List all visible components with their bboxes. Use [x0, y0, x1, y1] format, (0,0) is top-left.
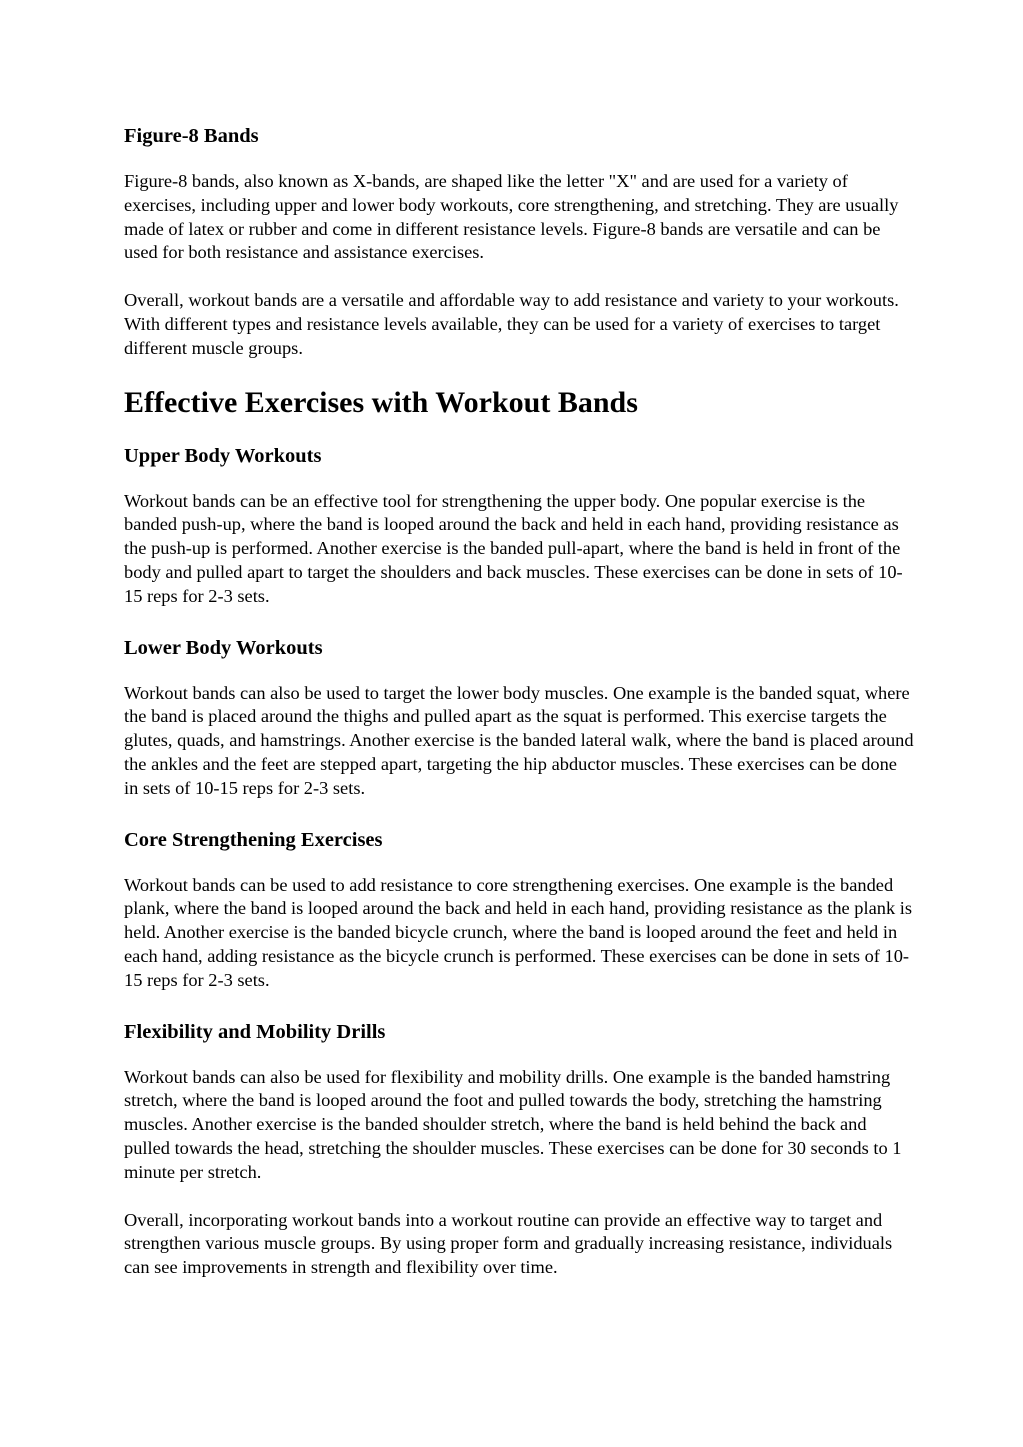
paragraph-bands-overall: Overall, workout bands are a versatile and affordable way to add resistance and variety to your workouts. With different types and resistance levels available, they can be used for a variety of exercises to target different muscle groups. — [124, 290, 899, 358]
paragraph-core: Workout bands can be used to add resistance to core strengthening exercises. One example is the banded plank, where the band is looped around the back and held in each hand, providing resistance as the plank is held. Another exercise is the banded bicycle crunch, where the band is looped around the feet and held in each hand, adding resistance as the bicycle crunch is performed. These exercises can be done in sets of 10-15 reps for 2-3 sets. — [124, 874, 913, 990]
paragraph-conclusion: Overall, incorporating workout bands into a workout routine can provide an effective way to target and strengthen various muscle groups. By using proper form and gradually increasing resistance, individuals can see improvements in strength and flexibility over time. — [124, 1209, 893, 1278]
paragraph-upper-body: Workout bands can be an effective tool for strengthening the upper body. One popular exercise is the banded push-up, where the band is looped around the back and held in each hand, providing resistance as the push-up is performed. Another exercise is the banded pull-apart, where the band is held in front of the body and pulled apart to target the shoulders and back muscles. These exercises can be done in sets of 10-15 reps for 2-3 sets. — [124, 490, 903, 606]
paragraph-figure-8-description: Figure-8 bands, also known as X-bands, are shaped like the letter "X" and are used for a variety of exercises, including upper and lower body workouts, core strengthening, and stretching. They are usually made of latex or rubber and come in different resistance levels. Figure-8 bands are versatile and can be used for both resistance and assistance exercises. — [124, 171, 899, 263]
section-heading-upper-body: Upper Body Workouts — [124, 444, 322, 467]
section-heading-figure-8-bands: Figure-8 Bands — [124, 125, 259, 147]
main-title: Effective Exercises with Workout Bands — [124, 385, 638, 419]
section-heading-core: Core Strengthening Exercises — [124, 828, 383, 851]
document-page — [124, 121, 914, 1304]
paragraph-flexibility: Workout bands can also be used for flexibility and mobility drills. One example is the banded hamstring stretch, where the band is looped around the foot and pulled towards the body, stretching the hamstring muscles. Another exercise is the banded shoulder stretch, where the band is held behind the back and pulled towards the head, stretching the shoulder muscles. These exercises can be done for 30 seconds to 1 minute per stretch. — [124, 1066, 902, 1182]
section-heading-lower-body: Lower Body Workouts — [124, 636, 323, 659]
section-heading-flexibility: Flexibility and Mobility Drills — [124, 1020, 386, 1043]
paragraph-lower-body: Workout bands can also be used to target the lower body muscles. One example is the banded squat, where the band is placed around the thighs and pulled apart as the squat is performed. This exercise targets the glutes, quads, and hamstrings. Another exercise is the banded lateral walk, where the band is placed around the ankles and the feet are stepped apart, targeting the hip abductor muscles. These exercises can be done in sets of 10-15 reps for 2-3 sets. — [124, 682, 914, 798]
